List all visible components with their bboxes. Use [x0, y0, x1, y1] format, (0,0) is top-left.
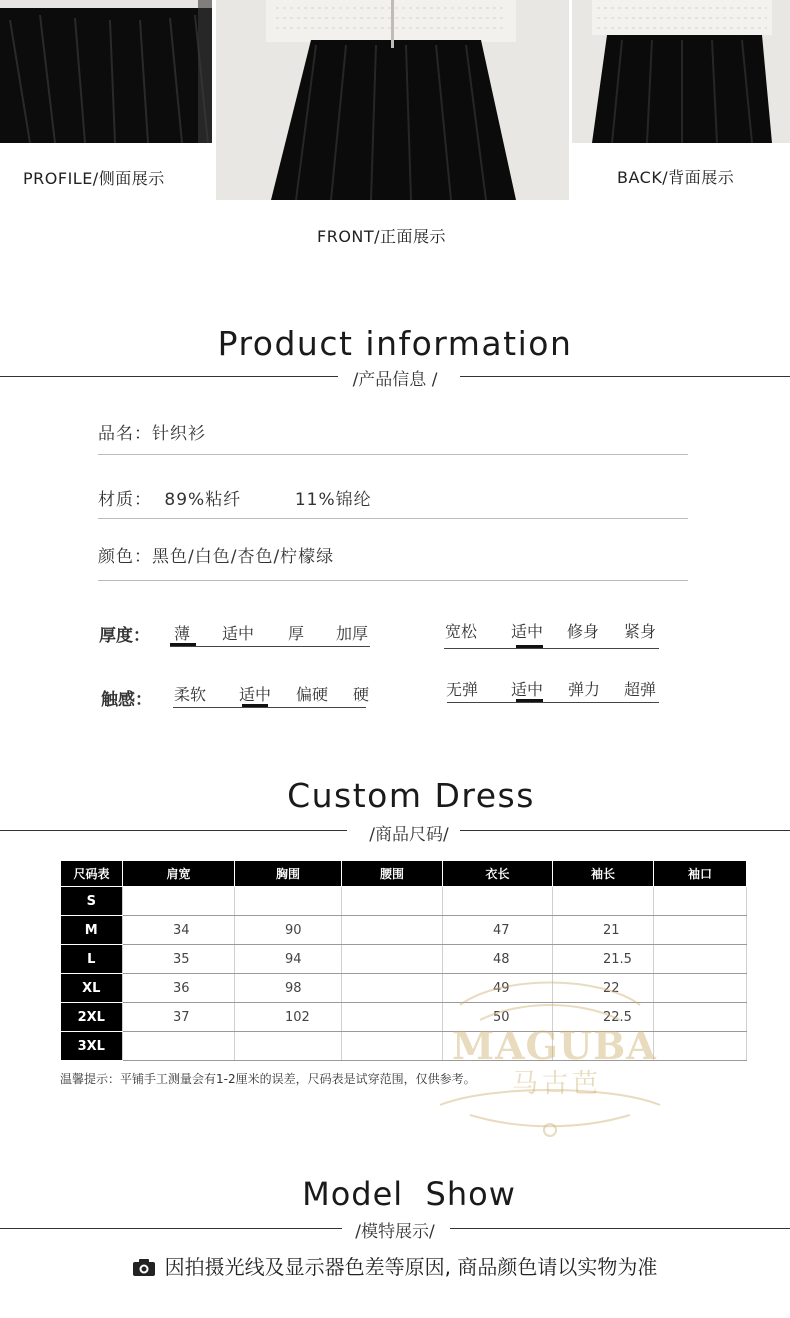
back-caption: BACK/背面展示 — [617, 168, 735, 187]
thickness-option: 适中 — [222, 624, 255, 643]
table-cell: 21.5 — [553, 945, 654, 974]
feel-option: 适中 — [239, 685, 272, 704]
table-cell: 36 — [123, 974, 235, 1003]
product-name: 品名：针织衫 — [98, 424, 206, 444]
table-cell: 21 — [553, 916, 654, 945]
fit-option: 紧身 — [624, 622, 657, 641]
size-cell: M — [61, 916, 123, 945]
header-cell: 腰围 — [342, 861, 443, 887]
elasticity-option: 无弹 — [446, 680, 479, 699]
fit-selected-marker — [516, 645, 543, 648]
table-cell — [443, 887, 553, 916]
table-cell: 102 — [235, 1003, 342, 1032]
table-cell — [235, 887, 342, 916]
table-cell — [123, 1032, 235, 1061]
material-row — [98, 485, 372, 510]
feel-option: 偏硬 — [296, 685, 329, 704]
table-cell: 49 — [443, 974, 553, 1003]
fit-option: 修身 — [567, 622, 600, 641]
table-cell: 37 — [123, 1003, 235, 1032]
thickness-scale-line — [170, 646, 370, 647]
fit-option: 适中 — [511, 622, 544, 641]
thickness-option: 厚 — [288, 624, 305, 643]
camera-icon — [133, 1257, 155, 1274]
header-cell: 肩宽 — [123, 861, 235, 887]
table-cell — [553, 887, 654, 916]
table-cell — [654, 887, 747, 916]
thickness-option: 加厚 — [336, 624, 369, 643]
thickness-selected-marker — [170, 643, 196, 646]
size-chart-subtitle: /商品尺码/ — [369, 825, 449, 845]
table-cell: 35 — [123, 945, 235, 974]
model-show-subtitle: /模特展示/ — [355, 1222, 435, 1242]
product-info-title: Product information — [217, 324, 573, 363]
table-row — [61, 887, 747, 916]
table-cell: 47 — [443, 916, 553, 945]
size-cell: XL — [61, 974, 123, 1003]
header-cell: 袖长 — [553, 861, 654, 887]
front-caption: FRONT/正面展示 — [317, 227, 447, 246]
divider — [98, 580, 688, 581]
divider — [98, 454, 688, 455]
table-cell: 22.5 — [553, 1003, 654, 1032]
header-cell: 胸围 — [235, 861, 342, 887]
table-cell — [654, 916, 747, 945]
model-show-title: Model Show — [302, 1175, 516, 1213]
material-value-1: 89%粘纤 — [164, 490, 242, 510]
table-row — [61, 916, 747, 945]
size-table-header — [61, 861, 747, 887]
profile-caption: PROFILE/侧面展示 — [23, 169, 165, 188]
watermark-cn: 马古芭 — [512, 1069, 603, 1099]
thickness-label: 厚度： — [99, 626, 150, 646]
thickness-option: 薄 — [174, 624, 191, 643]
table-cell — [235, 1032, 342, 1061]
table-cell — [123, 887, 235, 916]
size-cell: 3XL — [61, 1032, 123, 1061]
size-chart-title: Custom Dress — [287, 776, 535, 815]
feel-option: 硬 — [353, 685, 370, 704]
material-value-2: 11%锦纶 — [294, 490, 372, 510]
divider — [98, 518, 688, 519]
header-cell: 尺码表 — [61, 861, 123, 887]
table-cell: 22 — [553, 974, 654, 1003]
feel-option: 柔软 — [174, 685, 207, 704]
header-cell: 袖口 — [654, 861, 747, 887]
size-cell: S — [61, 887, 123, 916]
header-cell: 衣长 — [443, 861, 553, 887]
table-cell — [342, 916, 443, 945]
size-note: 温馨提示：平铺手工测量会有1-2厘米的误差，尺码表是试穿范围，仅供参考。 — [60, 1072, 476, 1086]
brand-watermark — [400, 965, 700, 1145]
table-cell: 94 — [235, 945, 342, 974]
table-cell: 48 — [443, 945, 553, 974]
watermark-brand: MAGUBA — [452, 1023, 657, 1068]
table-cell: 90 — [235, 916, 342, 945]
color-disclaimer-text: 因拍摄光线及显示器色差等原因, 商品颜色请以实物为准 — [164, 1255, 658, 1279]
elasticity-option: 超弹 — [624, 680, 657, 699]
feel-scale-line — [173, 707, 366, 708]
color-row: 颜色：黑色/白色/杏色/柠檬绿 — [98, 547, 335, 567]
back-photo — [572, 0, 790, 143]
product-info-subtitle: /产品信息 / — [352, 370, 438, 390]
elasticity-scale-line — [447, 702, 659, 703]
feel-label: 触感： — [101, 690, 152, 710]
size-cell: 2XL — [61, 1003, 123, 1032]
fit-scale-line — [444, 648, 659, 649]
table-cell: 34 — [123, 916, 235, 945]
material-label: 材质： — [98, 490, 152, 510]
table-cell: 50 — [443, 1003, 553, 1032]
color-disclaimer — [0, 1251, 790, 1280]
elasticity-option: 弹力 — [568, 680, 601, 699]
table-cell: 98 — [235, 974, 342, 1003]
size-cell: L — [61, 945, 123, 974]
profile-photo — [0, 0, 212, 143]
elasticity-selected-marker — [516, 699, 543, 702]
elasticity-option: 适中 — [511, 680, 544, 699]
fit-option: 宽松 — [445, 622, 478, 641]
table-cell — [342, 887, 443, 916]
front-photo — [216, 0, 569, 200]
feel-selected-marker — [242, 704, 268, 707]
